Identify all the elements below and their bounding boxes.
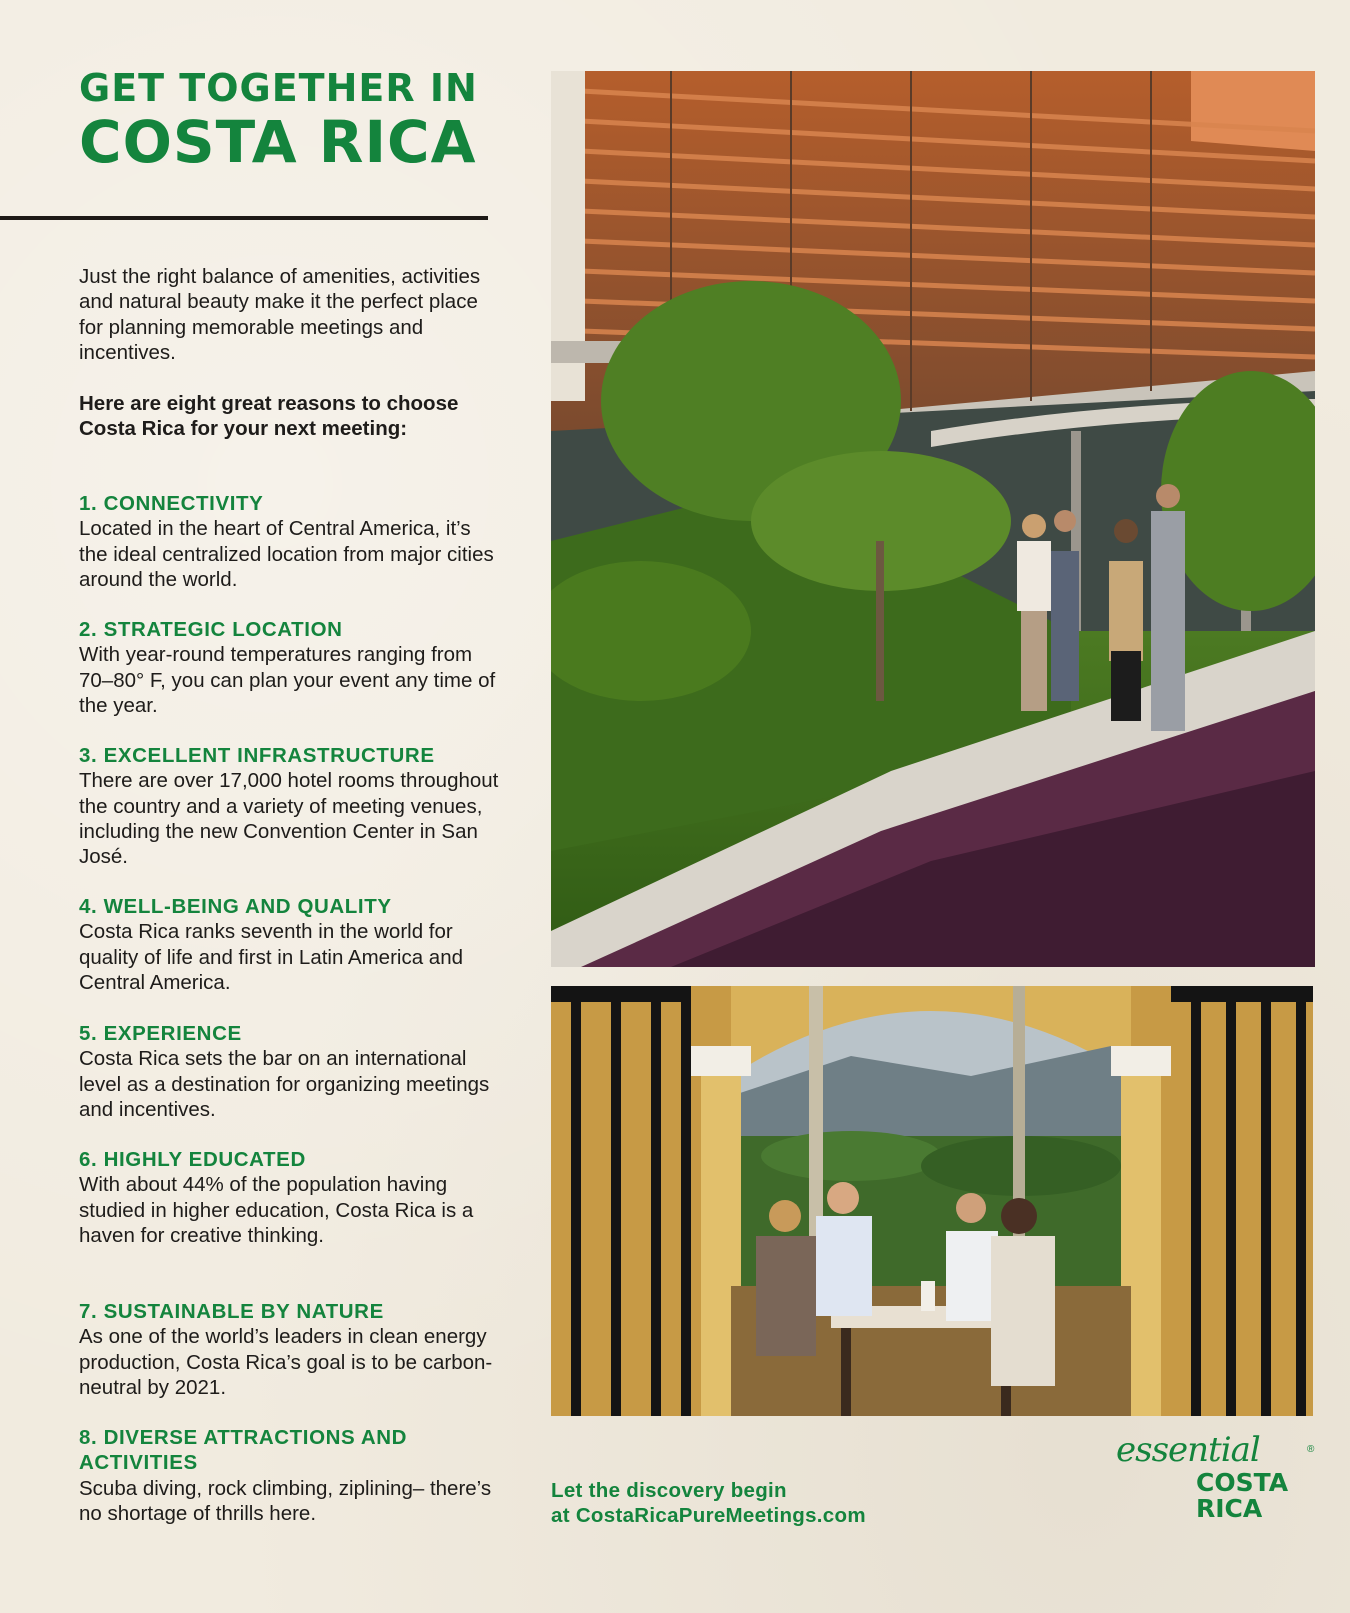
reason-text: Costa Rica ranks seventh in the world for quality of life and first in Latin America and Central America. [79, 920, 464, 994]
reason-item [79, 1425, 499, 1526]
reason-item [79, 1021, 499, 1122]
divider [0, 216, 488, 220]
reason-item [79, 894, 499, 995]
reason-title: 5. EXPERIENCE [79, 1022, 242, 1045]
heading-block [79, 66, 499, 174]
intro-paragraph: Just the right balance of amenities, activities and natural beauty make it the perfect place for planning memorable meetings and incentives. [79, 265, 481, 364]
reason-text: There are over 17,000 hotel rooms throughout the country and a variety of meeting venues, including the new Convention Center in San José. [79, 769, 499, 869]
reason-title: 6. HIGHLY EDUCATED [79, 1148, 306, 1171]
convention-center-photo [551, 71, 1315, 967]
reason-title: 1. CONNECTIVITY [79, 492, 264, 515]
reason-item [79, 617, 499, 718]
call-to-action [551, 1478, 971, 1529]
lead-paragraph: Here are eight great reasons to choose Costa Rica for your next meeting: [79, 392, 459, 441]
heading-line-2: COSTA RICA [79, 108, 477, 176]
reason-item [79, 1147, 499, 1248]
essential-costa-rica-logo [1116, 1430, 1316, 1530]
reason-text: With year-round temperatures ranging from 70–80° F, you can plan your event any time of the year. [79, 643, 496, 717]
logo-wordmark [1196, 1470, 1288, 1522]
reason-title: 7. SUSTAINABLE BY NATURE [79, 1300, 384, 1323]
cta-line-1: Let the discovery begin [551, 1479, 787, 1502]
reason-text: With about 44% of the population having studied in higher education, Costa Rica is a haven for creative thinking. [79, 1173, 474, 1247]
terrace-meeting-photo [551, 986, 1313, 1416]
reason-text: Scuba diving, rock climbing, ziplining– there’s no shortage of thrills here. [79, 1476, 492, 1525]
reason-text: Costa Rica sets the bar on an international level as a destination for organizing meetings and incentives. [79, 1047, 490, 1121]
cta-website-link[interactable]: at CostaRicaPureMeetings.com [551, 1504, 866, 1528]
registered-mark: ® [1307, 1444, 1315, 1455]
logo-brand-line-2: RICA [1196, 1494, 1263, 1523]
reason-text: Located in the heart of Central America, it’s the ideal centralized location from major cities around the world. [79, 517, 494, 591]
reason-title: 8. DIVERSE ATTRACTIONS AND ACTIVITIES [79, 1426, 408, 1475]
reason-item [79, 1299, 499, 1400]
logo-script: essential [1116, 1430, 1260, 1470]
reason-item [79, 743, 499, 869]
reason-title: 2. STRATEGIC LOCATION [79, 618, 343, 641]
reason-title: 4. WELL-BEING AND QUALITY [79, 895, 392, 918]
reason-text: As one of the world’s leaders in clean energy production, Costa Rica’s goal is to be carbon-neutral by 2021. [79, 1325, 493, 1399]
reason-item [79, 491, 499, 592]
heading-line-1: GET TOGETHER IN [79, 66, 478, 110]
logo-brand-line-1: COSTA [1196, 1468, 1289, 1497]
reason-title: 3. EXCELLENT INFRASTRUCTURE [79, 744, 435, 767]
